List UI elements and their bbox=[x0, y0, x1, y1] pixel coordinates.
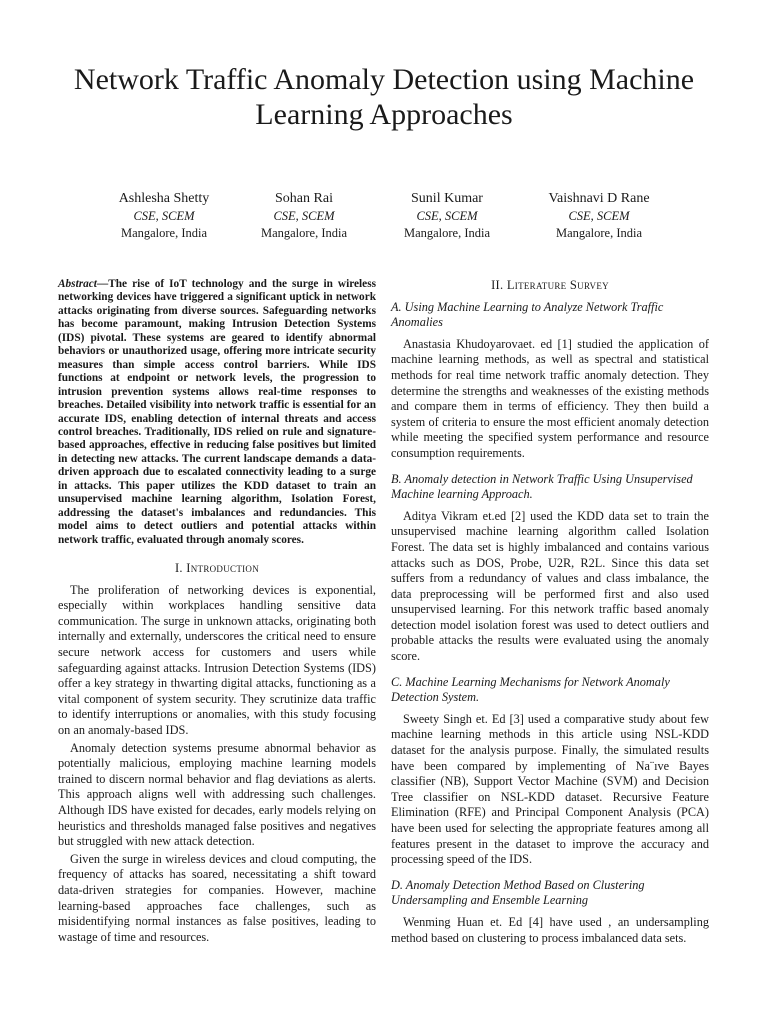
subsection-paragraph-b: Aditya Vikram et.ed [2] used the KDD data set to train the unsupervised machine learning algorithm called Isolation Forest. The data set is highly imbalanced and contains various attacks such as DOS, Probe, U2R, R2L. Since this data set suffers from a redundancy of values and class imbalance, the data preprocessing will be performed first and also used unsupervised learning. For this network traffic based anomaly detection model isolation forest was used to detect outliers and probable attacks the results were evaluated using the anomaly score. bbox=[391, 508, 709, 664]
author-4 bbox=[514, 190, 684, 242]
subsection-heading-c: C. Machine Learning Mechanisms for Network Anomaly Detection System. bbox=[391, 674, 670, 705]
author-name: Vaishnavi D Rane bbox=[548, 191, 650, 206]
author-dept: CSE, SCEM bbox=[416, 209, 478, 223]
left-column bbox=[58, 278, 376, 945]
author-dept: CSE, SCEM bbox=[133, 209, 195, 223]
author-location: Mangalore, India bbox=[260, 226, 348, 240]
abstract-label: Abstract bbox=[58, 278, 97, 290]
abstract-text: —The rise of IoT technology and the surge in wireless networking devices have triggered a significant uptick in network attacks originating from diverse sources. Safeguarding networks has become paramount, making Intrusion Detection Systems (IDS) pivotal. These systems are geared to identify abnormal behaviors or unauthorized usage, offering more intricate security measures than simple access control barriers. While IDS functions at endpoint or network levels, the progression to intrusion prevention systems allows real-time responses to breaches. Detailed visibility into network traffic is essential for an accurate IDS, enabling detection of internal threats and access control breaches. Traditionally, IDS relied on rule and signature-based approaches, effective in reducing false positives but limited in detecting new attacks. The current landscape demands a data-driven approach due to escalated connectivity leading to a surge in attacks. This paper utilizes the KDD dataset to train an unsupervised machine learning algorithm, Isolation Forest, addressing the dataset's imbalances and redundancies. This model aims to detect outliers and potential attacks within network traffic, evaluated through anomaly scores. bbox=[58, 278, 376, 546]
author-dept: CSE, SCEM bbox=[568, 209, 630, 223]
author-3 bbox=[362, 190, 532, 242]
subsection-paragraph-a: Anastasia Khudoyarovaet. ed [1] studied the application of machine learning methods, as well as spectral and statistical methods for real time network traffic anomaly detection. They determine the strengths and weaknesses of the existing methods and compare them in terms of efficiency. They then build a system of criteria to ensure the most efficient anomaly detection while meeting the specified system performance and resource consumption requirements. bbox=[391, 336, 709, 460]
subsection-heading-b: B. Anomaly detection in Network Traffic Using Unsupervised Machine learning Approach. bbox=[391, 471, 693, 502]
author-name: Sohan Rai bbox=[275, 191, 333, 206]
subsection-heading-d: D. Anomaly Detection Method Based on Clustering Undersampling and Ensemble Learning bbox=[391, 877, 645, 908]
section-heading-introduction: I. Introduction bbox=[174, 561, 260, 576]
author-dept: CSE, SCEM bbox=[273, 209, 335, 223]
author-block bbox=[0, 190, 768, 250]
paper-title: Network Traffic Anomaly Detection using Machine Learning Approaches bbox=[73, 63, 695, 131]
section-heading-literature-survey: II. Literature Survey bbox=[491, 278, 609, 292]
author-name: Ashlesha Shetty bbox=[118, 191, 210, 206]
abstract bbox=[58, 278, 376, 547]
intro-paragraph: The proliferation of networking devices is exponential, especially within workplaces handling sensitive data communication. The surge in unknown attacks, originating both internally and externally, underscores the critical need to ensure secure network access for customers and users while safeguarding against attacks. Intrusion Detection Systems (IDS) offer a key strategy in thwarting digital attacks, functioning as a vital component of system security. They scrutinize data traffic to identify interruptions or anomalies, with this study focusing on an anomaly-based IDS. bbox=[58, 582, 376, 737]
subsection-paragraph-d: Wenming Huan et. Ed [4] have used , an undersampling method based on clustering to process imbalanced data sets. bbox=[391, 914, 709, 945]
author-location: Mangalore, India bbox=[120, 226, 208, 240]
subsection-paragraph-c: Sweety Singh et. Ed [3] used a comparative study about few machine learning methods in this article using NSL-KDD dataset for the analysis purpose. Finally, the simulated results have been compared by implementing of Na¨ıve Bayes classifier (NB), Support Vector Machine (SVM) and Decision Tree classifier on NSL-KDD dataset. Recursive Feature Elimination (RFE) and Principal Component Analysis (PCA) have been used for selecting the appropriate features among all features present in the dataset to improve the accuracy and processing speed of the IDS. bbox=[391, 711, 709, 867]
author-location: Mangalore, India bbox=[403, 226, 491, 240]
intro-paragraph: Anomaly detection systems presume abnormal behavior as potentially malicious, employing machine learning models trained to discern normal behavior and flag deviations as alerts. This approach aligns well with addressing such challenges. Although IDS have existed for decades, early models relying on heuristics and thresholds managed false positives and negatives but struggled with new attack detection. bbox=[58, 740, 376, 849]
author-name: Sunil Kumar bbox=[411, 191, 483, 206]
subsection-heading-a: A. Using Machine Learning to Analyze Network Traffic Anomalies bbox=[391, 299, 664, 330]
right-column bbox=[391, 278, 709, 946]
intro-paragraph: Given the surge in wireless devices and cloud computing, the frequency of attacks has soared, necessitating a shift toward data-driven strategies for companies. However, machine learning-based approaches face challenges, such as misidentifying normal instances as false positives, leading to wastage of time and resources. bbox=[58, 851, 376, 944]
author-location: Mangalore, India bbox=[555, 226, 643, 240]
